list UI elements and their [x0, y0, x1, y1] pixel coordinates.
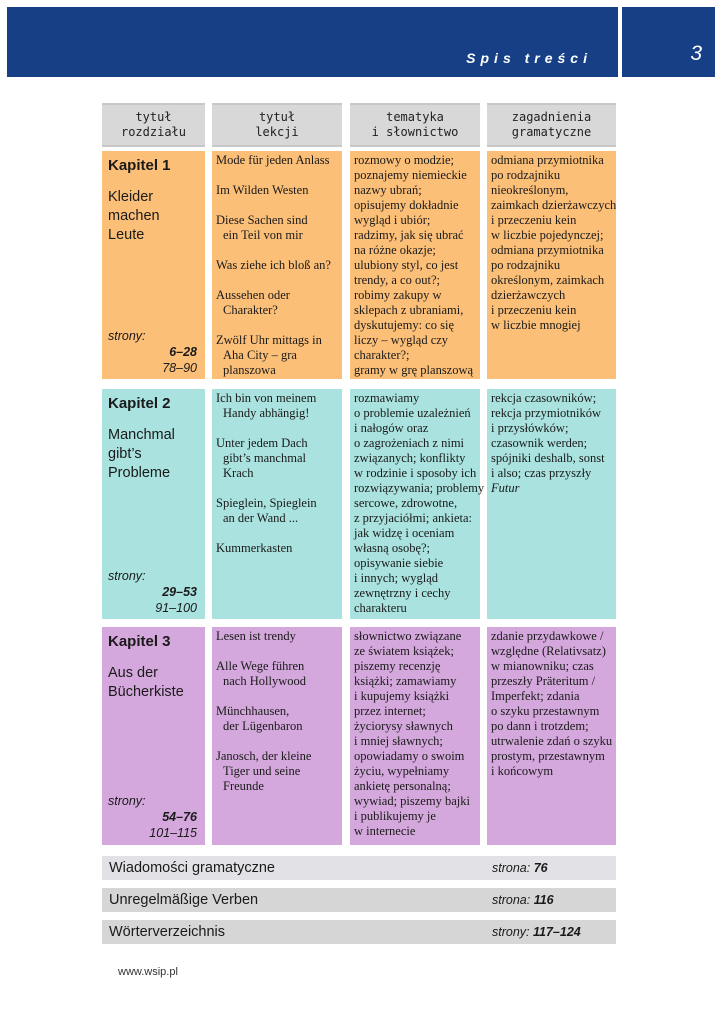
- topic-line: i publikujemy je: [354, 809, 436, 823]
- page-ref-value: 117–124: [533, 925, 581, 939]
- lesson-line: Unter jedem Dach: [216, 436, 308, 450]
- chapter-subtitle-line: Aus der: [108, 665, 158, 681]
- lesson-title[interactable]: [216, 541, 338, 556]
- lesson-line: Aha City – gra: [223, 348, 297, 362]
- topic-line: wygląd i ubiór;: [354, 213, 431, 227]
- pages-main: 54–76: [162, 810, 197, 824]
- column-header-topics: [350, 103, 480, 147]
- grammar-line: i przysłówków;: [491, 421, 569, 435]
- topic-line: własną osobę?;: [354, 541, 431, 555]
- column-header-chapter-title: [102, 103, 205, 147]
- lesson-line: Diese Sachen sind: [216, 213, 308, 227]
- chapter-3-topics-cell: [350, 627, 480, 845]
- appendix-row-word-index[interactable]: [102, 920, 616, 944]
- chapter-subtitle: [108, 426, 199, 483]
- topic-line: piszemy recenzję: [354, 659, 441, 673]
- chapter-1-lessons-cell: [212, 151, 342, 379]
- grammar-line: w mianowniku; czas: [491, 659, 594, 673]
- page-ref-label: strona:: [492, 861, 531, 875]
- column-header-grammar: [487, 103, 616, 147]
- grammar-line: odmiana przymiotnika: [491, 243, 604, 257]
- page-ref-label: strona:: [492, 893, 531, 907]
- grammar-line: dzierżawczych: [491, 288, 566, 302]
- grammar-line: po dann i trotzdem;: [491, 719, 589, 733]
- chapter-3-title-cell[interactable]: [102, 627, 205, 845]
- appendix-row-irregular-verbs[interactable]: [102, 888, 616, 912]
- chapter-label: Kapitel 2: [108, 395, 171, 412]
- chapter-1-topics-cell: [350, 151, 480, 379]
- chapter-1-title-cell[interactable]: [102, 151, 205, 379]
- topic-line: i innych; wygląd: [354, 571, 439, 585]
- chapter-subtitle-line: Manchmal: [108, 427, 175, 443]
- pages-label: strony:: [108, 329, 146, 343]
- topic-line: i nałogów oraz: [354, 421, 429, 435]
- topic-line: rozmawiamy: [354, 391, 420, 405]
- lesson-line: Handy abhängig!: [223, 406, 310, 420]
- column-header-line: i słownictwo: [371, 125, 459, 139]
- chapter-label: Kapitel 1: [108, 157, 171, 174]
- grammar-line: o szyku przestawnym: [491, 704, 600, 718]
- lesson-line: der Lügenbaron: [223, 719, 303, 733]
- chapter-label: Kapitel 3: [108, 633, 171, 650]
- topic-line: życiu, wypełniamy: [354, 764, 450, 778]
- grammar-line: względne (Relativsatz): [491, 644, 606, 658]
- topic-line: liczy – wygląd czy: [354, 333, 449, 347]
- chapter-subtitle-line: Bücherkiste: [108, 684, 184, 700]
- appendix-row-grammar-info[interactable]: [102, 856, 616, 880]
- appendix-title: Unregelmäßige Verben: [109, 892, 259, 908]
- column-header-line: gramatyczne: [511, 125, 592, 139]
- topic-line: nazwy ubrań;: [354, 183, 422, 197]
- topic-line: ulubiony styl, co jest: [354, 258, 459, 272]
- topic-line: w internecie: [354, 824, 416, 838]
- topic-line: rozmowy o modzie;: [354, 153, 454, 167]
- grammar-line: i also; czas przyszły: [491, 466, 592, 480]
- header-bar: [7, 7, 618, 77]
- lesson-title[interactable]: [216, 391, 338, 421]
- lesson-line: planszowa: [223, 363, 276, 377]
- topic-line: trendy, a co out?;: [354, 273, 440, 287]
- grammar-line: odmiana przymiotnika: [491, 153, 604, 167]
- chapter-subtitle-line: Leute: [108, 227, 145, 243]
- chapter-subtitle-line: Kleider: [108, 189, 154, 205]
- topic-line: i kupujemy książki: [354, 689, 450, 703]
- lesson-line: Münchhausen,: [216, 704, 290, 718]
- section-title: Spis treści: [466, 50, 592, 66]
- grammar-line: prostym, przestawnym: [491, 749, 605, 763]
- pages-main: 6–28: [169, 345, 197, 359]
- lesson-line: Zwölf Uhr mittags in: [216, 333, 322, 347]
- topic-line: jak widzę i oceniam: [354, 526, 455, 540]
- topic-line: i mniej sławnych;: [354, 734, 443, 748]
- topic-line: charakteru: [354, 601, 407, 615]
- lesson-title[interactable]: [216, 704, 338, 734]
- chapter-subtitle-line: machen: [108, 208, 160, 224]
- lesson-line: Im Wilden Westen: [216, 183, 309, 197]
- publisher-url[interactable]: www.wsip.pl: [118, 966, 178, 978]
- page-number: 3: [690, 42, 702, 65]
- grammar-line: nieokreślonym,: [491, 183, 569, 197]
- lesson-line: Alle Wege führen: [216, 659, 305, 673]
- topic-line: ze światem książek;: [354, 644, 454, 658]
- grammar-line: czasownik werden;: [491, 436, 588, 450]
- grammar-line: w liczbie pojedynczej;: [491, 228, 604, 242]
- topic-line: opisywanie siebie: [354, 556, 444, 570]
- lesson-title[interactable]: [216, 629, 338, 644]
- grammar-line: w liczbie mnogiej: [491, 318, 581, 332]
- lesson-line: Krach: [223, 466, 254, 480]
- grammar-line: po rodzajniku: [491, 168, 561, 182]
- page-ref-label: strony:: [492, 925, 530, 939]
- grammar-line: przeszły Präteritum /: [491, 674, 596, 688]
- lesson-line: Spieglein, Spieglein: [216, 496, 317, 510]
- grammar-line: Futur: [491, 481, 520, 495]
- lesson-title[interactable]: [216, 213, 338, 243]
- topic-line: przez internet;: [354, 704, 426, 718]
- column-header-line: tytuł: [135, 110, 172, 124]
- topic-line: sklepach z ubraniami,: [354, 303, 464, 317]
- pages-main: 29–53: [162, 585, 197, 599]
- lesson-title[interactable]: [216, 153, 338, 168]
- topic-line: związanych; konflikty: [354, 451, 466, 465]
- topic-line: robimy zakupy w: [354, 288, 442, 302]
- grammar-line: zaimkach dzierżawczych: [491, 198, 617, 212]
- chapter-3-lessons-cell: [212, 627, 342, 845]
- lesson-line: gibt’s manchmal: [223, 451, 306, 465]
- grammar-line: i końcowym: [491, 764, 554, 778]
- topic-line: w rodzinie i sposoby ich: [354, 466, 477, 480]
- lesson-line: an der Wand ...: [223, 511, 299, 525]
- chapter-2-title-cell[interactable]: [102, 389, 205, 619]
- appendix-page-ref: [492, 925, 581, 939]
- lesson-title[interactable]: [216, 436, 338, 481]
- lesson-line: Janosch, der kleine: [216, 749, 312, 763]
- grammar-line: określonym, zaimkach: [491, 273, 605, 287]
- lesson-title[interactable]: [216, 258, 338, 273]
- appendix-title: Wörterverzeichnis: [109, 924, 226, 940]
- column-header-line: lekcji: [255, 125, 299, 139]
- grammar-line: rekcja przymiotników: [491, 406, 602, 420]
- chapter-subtitle-line: Probleme: [108, 465, 171, 481]
- chapter-subtitle: [108, 664, 199, 702]
- topic-line: o problemie uzależnień: [354, 406, 471, 420]
- topic-line: opowiadamy o swoim: [354, 749, 465, 763]
- grammar-line: po rodzajniku: [491, 258, 561, 272]
- lesson-line: Aussehen oder: [216, 288, 290, 302]
- topic-line: na różne okazje;: [354, 243, 436, 257]
- lesson-title[interactable]: [216, 749, 338, 794]
- lesson-line: Charakter?: [223, 303, 278, 317]
- topic-line: dyskutujemy: co się: [354, 318, 454, 332]
- topic-line: charakter?;: [354, 348, 410, 362]
- lesson-title[interactable]: [216, 183, 338, 198]
- topic-line: wywiad; piszemy bajki: [354, 794, 470, 808]
- lesson-line: ein Teil von mir: [223, 228, 303, 242]
- topic-line: książki; zamawiamy: [354, 674, 457, 688]
- column-header-line: rozdziału: [120, 125, 187, 139]
- topic-line: opisujemy dokładnie: [354, 198, 459, 212]
- chapter-2-lessons-cell: [212, 389, 342, 619]
- lesson-line: Tiger und seine: [223, 764, 301, 778]
- topic-line: zewnętrzny i cechy: [354, 586, 451, 600]
- topic-line: poznajemy niemieckie: [354, 168, 467, 182]
- pages-extra: 78–90: [162, 361, 197, 375]
- topic-line: radzimy, jak się ubrać: [354, 228, 464, 242]
- chapter-1-grammar-cell: [487, 151, 616, 379]
- topic-line: z przyjaciółmi; ankieta:: [354, 511, 473, 525]
- lesson-line: Was ziehe ich bloß an?: [216, 258, 331, 272]
- grammar-line: rekcja czasowników;: [491, 391, 597, 405]
- column-header-line: tytuł: [258, 110, 296, 124]
- page-ref-value: 76: [533, 861, 548, 875]
- appendix-page-ref: [492, 861, 548, 875]
- grammar-line: Imperfekt; zdania: [491, 689, 580, 703]
- lesson-line: Ich bin von meinem: [216, 391, 317, 405]
- topic-line: rozwiązywania; problemy: [354, 481, 485, 495]
- chapter-3-grammar-cell: [487, 627, 616, 845]
- lesson-line: Mode für jeden Anlass: [216, 153, 330, 167]
- topic-line: o zagrożeniach z nimi: [354, 436, 465, 450]
- lesson-line: nach Hollywood: [223, 674, 306, 688]
- grammar-line: utrwalenie zdań o szyku: [491, 734, 613, 748]
- appendix-page-ref: [492, 893, 554, 907]
- chapter-2-grammar-cell: [487, 389, 616, 619]
- grammar-line: zdanie przydawkowe /: [491, 629, 604, 643]
- grammar-line: spójniki deshalb, sonst: [491, 451, 605, 465]
- topic-line: gramy w grę planszową: [354, 363, 474, 377]
- column-header-line: tematyka: [386, 110, 444, 124]
- lesson-line: Kummerkasten: [216, 541, 293, 555]
- chapter-subtitle-line: gibt’s: [108, 446, 142, 462]
- lesson-line: Freunde: [223, 779, 264, 793]
- lesson-title[interactable]: [216, 496, 338, 526]
- pages-extra: 101–115: [149, 826, 197, 840]
- topic-line: ankietę personalną;: [354, 779, 451, 793]
- column-header-line: zagadnienia: [511, 110, 592, 124]
- pages-label: strony:: [108, 794, 146, 808]
- pages-extra: 91–100: [155, 601, 197, 615]
- lesson-title[interactable]: [216, 659, 338, 689]
- lesson-title[interactable]: [216, 288, 338, 318]
- grammar-line: i przeczeniu kein: [491, 213, 577, 227]
- lesson-line: Lesen ist trendy: [216, 629, 296, 643]
- column-header-lesson-title: [212, 103, 342, 147]
- lesson-title[interactable]: [216, 333, 338, 378]
- chapter-subtitle: [108, 188, 199, 245]
- page-ref-value: 116: [533, 893, 554, 907]
- appendix-title: Wiadomości gramatyczne: [109, 860, 275, 876]
- pages-label: strony:: [108, 569, 146, 583]
- grammar-line: i przeczeniu kein: [491, 303, 577, 317]
- topic-line: słownictwo związane: [354, 629, 462, 643]
- chapter-2-topics-cell: [350, 389, 485, 619]
- topic-line: życiorysy sławnych: [354, 719, 453, 733]
- topic-line: sercowe, zdrowotne,: [354, 496, 458, 510]
